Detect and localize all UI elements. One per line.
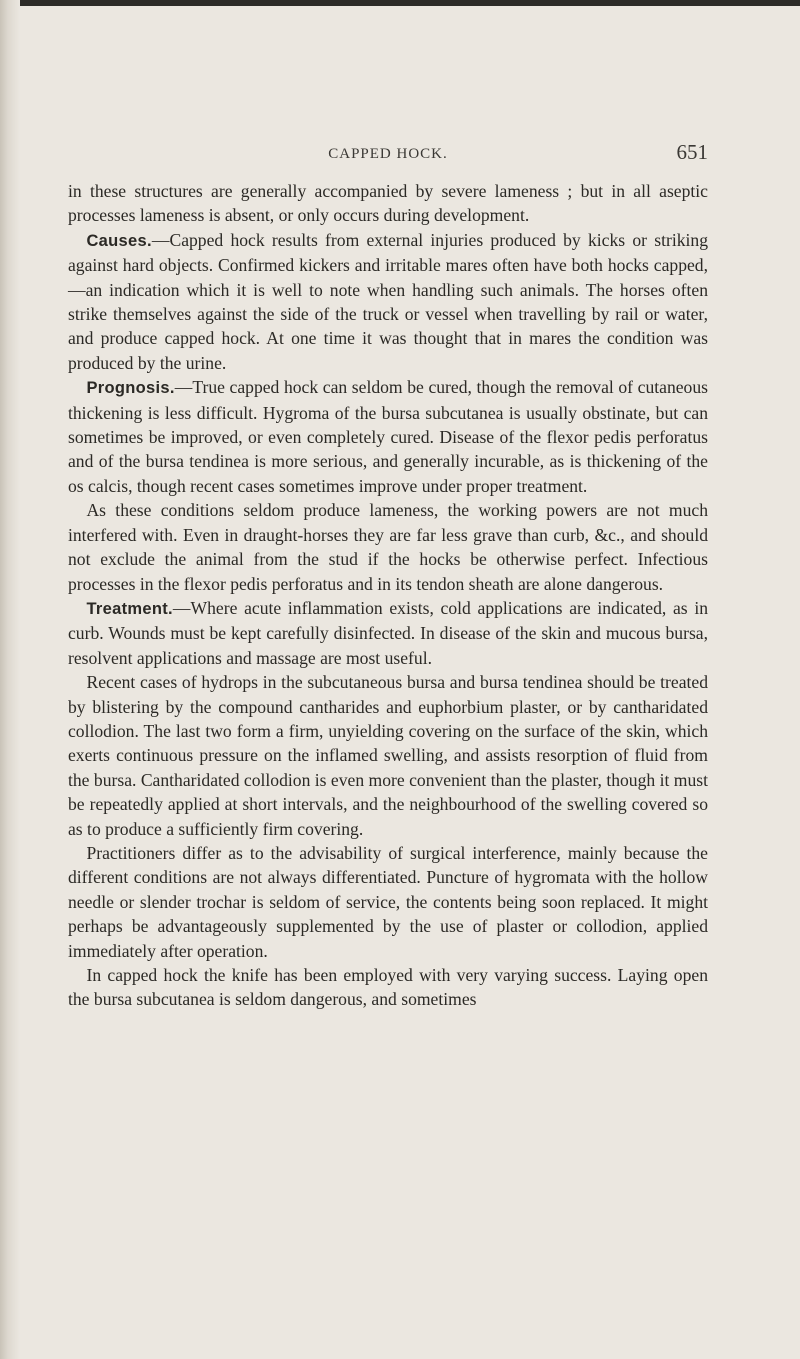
paragraph-causes [68, 228, 708, 375]
page-number: 651 [676, 140, 708, 164]
paragraph [68, 498, 708, 596]
section-heading-treatment: Treatment. [86, 599, 173, 618]
paragraph [68, 963, 708, 1012]
section-heading-prognosis: Prognosis. [86, 379, 175, 398]
paragraph-text: Practitioners differ as to the advisability of surgical interference, mainly because the different conditions are not always differentiated. Puncture of hygromata with the hollow needle or slender trochar is seldom of service, the contents being soon replaced. It might perhaps be advantageously supplemented by the use of plaster or collodion, applied immediately after operation. [68, 842, 708, 961]
section-heading-causes: Causes. [86, 231, 152, 250]
paragraph-treatment [68, 596, 708, 670]
running-head: CAPPED HOCK. [328, 146, 448, 162]
body-text [68, 179, 708, 1012]
paragraph [68, 179, 708, 228]
page-header [68, 140, 708, 170]
paragraph-text: Recent cases of hydrops in the subcutaneous bursa and bursa tendinea should be treated by blistering by the compound cantharides and euphorbium plaster, or by cantharidated collodion. The last two form a firm, unyielding covering on the surface of the skin, which exerts continuous pressure on the inflamed swelling, and assists resorption of fluid from the bursa. Cantharidated collodion is even more convenient than the plaster, though it must be repeatedly applied at short intervals, and the neighbourhood of the swelling covered so as to produce a sufficiently firm covering. [68, 672, 708, 839]
paragraph-text: As these conditions seldom produce lameness, the working powers are not much interfered with. Even in draught-horses they are far less grave than curb, &c., and should not exclude the animal from the stud if the hocks be otherwise perfect. Infectious processes in the flexor pedis perforatus and in its tendon sheath are alone dangerous. [68, 500, 708, 594]
paragraph-text: in these structures are generally accompanied by severe lameness ; but in all aseptic processes lameness is absent, or only occurs during development. [68, 181, 708, 226]
paragraph [68, 841, 708, 963]
paragraph-text: In capped hock the knife has been employed with very varying success. Laying open the bursa subcutanea is seldom dangerous, and sometimes [68, 965, 708, 1010]
paragraph [68, 670, 708, 841]
paragraph-text: —Capped hock results from external injuries produced by kicks or striking against hard objects. Confirmed kickers and irritable mares often have both hocks capped,—an indication which it is well to note when handling such animals. The horses often strike themselves against the side of the truck or vessel when travelling by rail or water, and produce capped hock. At one time it was thought that in mares the condition was produced by the urine. [68, 229, 708, 373]
paragraph-text: —Where acute inflammation exists, cold applications are indicated, as in curb. Wounds must be kept carefully disinfected. In disease of the skin and mucous bursa, resolvent applications and massage are most useful. [68, 597, 708, 668]
paragraph-prognosis [68, 375, 708, 498]
paragraph-text: —True capped hock can seldom be cured, though the removal of cutaneous thickening is less difficult. Hygroma of the bursa subcutanea is usually obstinate, but can sometimes be improved, or even completely cured. Disease of the flexor pedis perforatus and of the bursa tendinea is more serious, and generally incurable, as is thickening of the os calcis, though recent cases sometimes improve under proper treatment. [68, 377, 708, 496]
